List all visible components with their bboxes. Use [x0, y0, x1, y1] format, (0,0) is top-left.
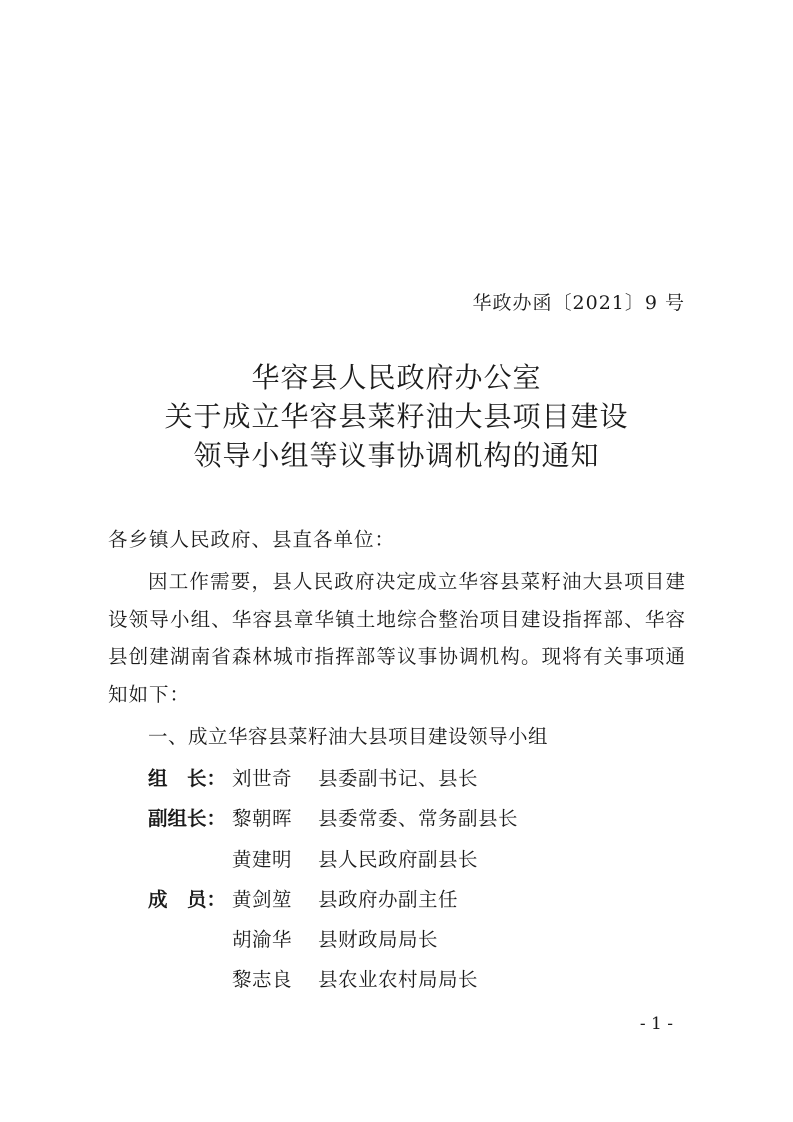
title-line-2: 关于成立华容县菜籽油大县项目建设 — [164, 400, 629, 433]
document-title — [0, 358, 793, 475]
member-post: 县委副书记、县长 — [318, 767, 479, 790]
title-line-3: 领导小组等议事协调机构的通知 — [193, 439, 600, 472]
member-role: 成 员： — [148, 888, 227, 911]
member-row — [148, 844, 478, 872]
member-row — [148, 924, 438, 952]
member-name: 黄剑堃 — [232, 888, 293, 911]
member-post: 县政府办副主任 — [318, 888, 459, 911]
member-row — [148, 763, 478, 791]
member-name: 黎朝晖 — [232, 807, 293, 830]
member-post: 县委常委、常务副县长 — [318, 807, 519, 830]
member-name: 黎志良 — [232, 968, 293, 991]
member-post: 县财政局局长 — [318, 928, 439, 951]
member-name: 黄建明 — [232, 848, 293, 871]
page-number: - 1 - — [639, 1014, 673, 1034]
title-line-1: 华容县人民政府办公室 — [251, 361, 542, 394]
member-role: 组 长： — [148, 767, 227, 790]
member-post: 县人民政府副县长 — [318, 848, 479, 871]
salutation: 各乡镇人民政府、县直各单位： — [108, 528, 396, 551]
member-name: 胡渝华 — [232, 928, 293, 951]
document-number: 华政办函〔2021〕9 号 — [472, 292, 685, 314]
body-paragraph: 因工作需要，县人民政府决定成立华容县菜籽油大县项目建设领导小组、华容县章华镇土地综合整治项目建设指挥部、华容县创建湖南省森林城市指挥部等议事协调机构。现将有关事项通知如下： — [108, 570, 686, 706]
member-row — [148, 884, 458, 912]
section-heading: 一、成立华容县菜籽油大县项目建设领导小组 — [148, 725, 549, 748]
member-row — [148, 803, 518, 831]
member-row — [148, 964, 478, 992]
member-name: 刘世奇 — [232, 767, 293, 790]
member-post: 县农业农村局局长 — [318, 968, 479, 991]
member-role: 副组长： — [148, 807, 227, 830]
